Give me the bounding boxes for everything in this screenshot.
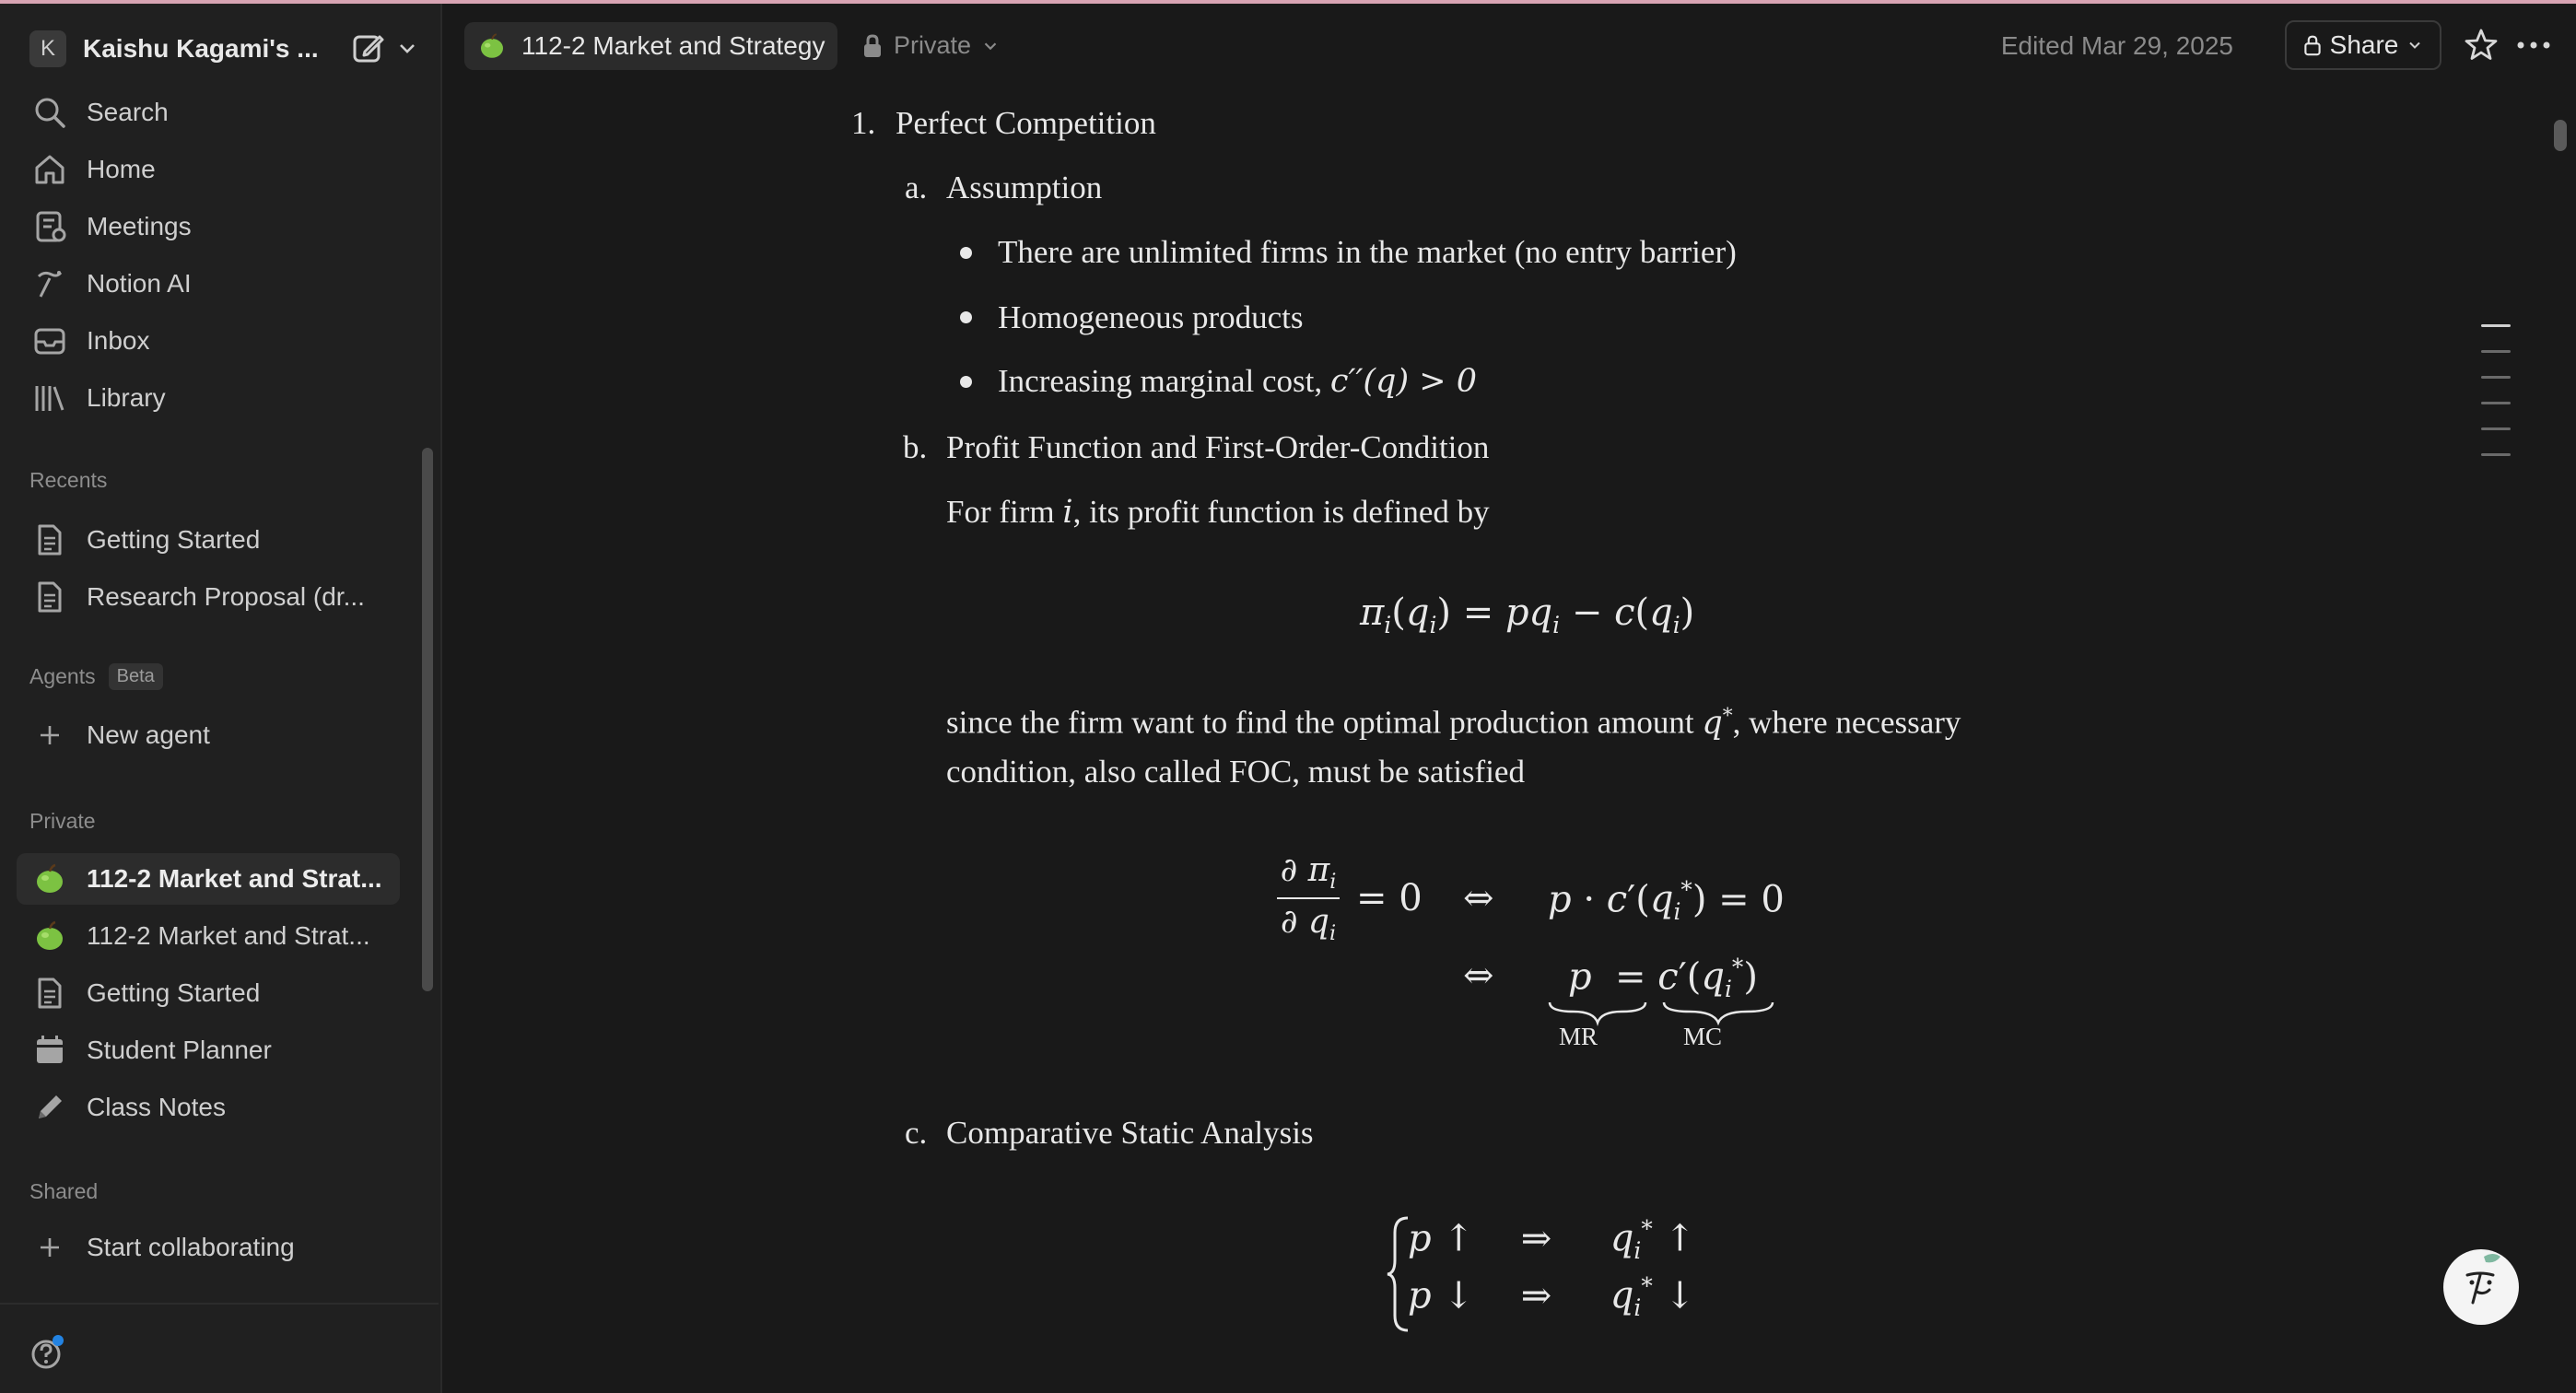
bullet-item-2[interactable]: Homogeneous products bbox=[998, 299, 1304, 335]
green-apple-icon bbox=[31, 860, 68, 897]
paragraph-profit-intro[interactable] bbox=[946, 494, 1490, 531]
mc-label: MC bbox=[1683, 1023, 1723, 1050]
inbox-icon bbox=[31, 322, 68, 359]
breadcrumb-page-title: 112-2 Market and Strategy bbox=[521, 31, 825, 60]
private-item-student-planner[interactable] bbox=[17, 1024, 400, 1076]
profit-function-equation[interactable]: $\pi_i(q_i) = pq_i - c(q_i)$ bbox=[1360, 591, 1695, 638]
start-collaborating-label: Start collaborating bbox=[87, 1233, 295, 1261]
workspace-name: Kaishu Kagami's ... bbox=[83, 34, 319, 63]
toc-marker[interactable] bbox=[2481, 402, 2511, 404]
foc-equals-zero: = 0 bbox=[1356, 877, 1423, 919]
recent-item-label: Research Proposal (dr... bbox=[87, 582, 365, 611]
private-heading-label: Private bbox=[29, 809, 96, 833]
workspace-avatar: K bbox=[29, 30, 66, 67]
new-agent-label: New agent bbox=[87, 720, 210, 749]
nav-library[interactable] bbox=[17, 372, 400, 424]
nav-inbox-label: Inbox bbox=[87, 326, 150, 355]
plus-icon bbox=[31, 717, 68, 754]
lock-icon bbox=[2302, 33, 2323, 57]
plus-icon bbox=[31, 1229, 68, 1266]
new-agent-button[interactable] bbox=[17, 709, 400, 761]
nav-inbox[interactable] bbox=[17, 315, 400, 367]
library-icon bbox=[31, 380, 68, 416]
private-item-label: 112-2 Market and Strat... bbox=[87, 921, 370, 950]
subsection-b-title[interactable]: Profit Function and First-Order-Condition bbox=[946, 429, 1490, 465]
paragraph-foc-line1[interactable] bbox=[946, 704, 1961, 742]
paragraph-foc-line2[interactable]: condition, also called FOC, must be satisfied bbox=[946, 754, 1525, 790]
mr-equals-mc: $p = c'(q_i^*)$ bbox=[1568, 954, 1758, 1003]
subsection-c-number: c. bbox=[905, 1115, 928, 1151]
private-item-market-strategy[interactable] bbox=[17, 910, 400, 962]
notion-ai-icon bbox=[31, 265, 68, 302]
recents-heading-label: Recents bbox=[29, 468, 108, 492]
lock-icon bbox=[861, 33, 884, 59]
section-1-title[interactable]: Perfect Competition bbox=[896, 105, 1156, 141]
more-options-icon[interactable] bbox=[2515, 31, 2552, 59]
green-apple-icon bbox=[31, 918, 68, 954]
green-apple-icon bbox=[477, 31, 507, 61]
foc-price-equation: $p \cdot c'(q_i^*) = 0$ bbox=[1548, 877, 1785, 926]
private-heading bbox=[29, 809, 96, 834]
private-item-label: Class Notes bbox=[87, 1093, 226, 1121]
nav-search[interactable] bbox=[17, 87, 400, 138]
page-icon bbox=[31, 975, 68, 1012]
privacy-label: Private bbox=[894, 31, 972, 59]
mr-label: MR bbox=[1559, 1023, 1598, 1050]
private-item-label: Getting Started bbox=[87, 978, 261, 1007]
private-item-class-notes[interactable] bbox=[17, 1082, 400, 1133]
nav-notion-ai[interactable] bbox=[17, 258, 400, 310]
partial-derivative-fraction: ∂ $\pi_i$ ∂ $q_i$ bbox=[1277, 851, 1340, 945]
comparative-static-row-1: p ↑ ⇒ $q_i^*$ ↑ bbox=[1408, 1216, 1695, 1265]
toc-marker[interactable] bbox=[2481, 350, 2511, 353]
page-content bbox=[442, 87, 2576, 1393]
private-item-market-strategy-active[interactable] bbox=[17, 853, 400, 905]
equivalence-arrow: ⇔ bbox=[1463, 954, 1494, 997]
share-label: Share bbox=[2329, 30, 2399, 59]
section-1-number: 1. bbox=[851, 105, 876, 141]
beta-badge: Beta bbox=[109, 663, 163, 690]
workspace-switcher[interactable] bbox=[29, 28, 319, 70]
equivalence-arrow: ⇔ bbox=[1463, 877, 1494, 919]
private-item-getting-started[interactable] bbox=[17, 967, 400, 1019]
nav-home-label: Home bbox=[87, 155, 156, 183]
recent-item-research-proposal[interactable] bbox=[17, 571, 400, 623]
recent-item-getting-started[interactable] bbox=[17, 514, 400, 566]
subsection-c-title[interactable]: Comparative Static Analysis bbox=[946, 1115, 1314, 1151]
variable-i: i bbox=[1062, 494, 1073, 531]
toc-marker[interactable] bbox=[2481, 453, 2511, 456]
nav-meetings-label: Meetings bbox=[87, 212, 192, 240]
sidebar bbox=[0, 4, 442, 1393]
bullet-dot bbox=[960, 247, 972, 259]
nav-meetings[interactable] bbox=[17, 201, 400, 252]
shared-heading-label: Shared bbox=[29, 1179, 99, 1203]
nav-notion-ai-label: Notion AI bbox=[87, 269, 192, 298]
page-scrollbar[interactable] bbox=[2554, 120, 2567, 151]
chevron-down-icon[interactable] bbox=[396, 37, 418, 59]
privacy-dropdown[interactable] bbox=[861, 31, 1001, 60]
page-icon bbox=[31, 579, 68, 615]
agents-heading bbox=[29, 663, 163, 690]
share-button[interactable] bbox=[2285, 20, 2441, 70]
calendar-icon bbox=[31, 1032, 68, 1069]
bullet-item-3-text: Increasing marginal cost, bbox=[998, 363, 1330, 399]
breadcrumb-page[interactable] bbox=[464, 22, 837, 70]
variable-q-star: q* bbox=[1702, 704, 1733, 742]
subsection-b-number: b. bbox=[903, 429, 928, 465]
meetings-icon bbox=[31, 208, 68, 245]
toc-marker[interactable] bbox=[2481, 376, 2511, 379]
paragraph-foc-line1-b: , where necessary bbox=[1732, 704, 1961, 741]
toc-marker[interactable] bbox=[2481, 427, 2511, 430]
marginal-cost-formula: c′′(q) > 0 bbox=[1329, 363, 1477, 400]
bullet-dot bbox=[960, 311, 972, 323]
toc-marker-active[interactable] bbox=[2481, 324, 2511, 327]
edited-timestamp: Edited Mar 29, 2025 bbox=[2000, 31, 2233, 60]
comparative-static-row-2: p ↓ ⇒ $q_i^*$ ↓ bbox=[1408, 1273, 1695, 1322]
subsection-a-number: a. bbox=[905, 170, 928, 205]
favorite-star-icon[interactable] bbox=[2464, 28, 2499, 63]
pencil-icon bbox=[31, 1089, 68, 1126]
start-collaborating-button[interactable] bbox=[17, 1222, 400, 1273]
private-item-label: 112-2 Market and Strat... bbox=[87, 864, 382, 893]
notion-ai-assistant-button[interactable] bbox=[2443, 1249, 2519, 1325]
home-icon bbox=[31, 151, 68, 188]
nav-home[interactable] bbox=[17, 144, 400, 195]
new-page-icon[interactable] bbox=[350, 29, 387, 66]
nav-search-label: Search bbox=[87, 98, 169, 126]
page-icon bbox=[31, 521, 68, 558]
chevron-down-icon bbox=[2406, 36, 2424, 54]
search-icon bbox=[31, 94, 68, 131]
nav-library-label: Library bbox=[87, 383, 166, 412]
recent-item-label: Getting Started bbox=[87, 525, 261, 554]
shared-heading bbox=[29, 1179, 98, 1204]
agents-heading-label: Agents bbox=[29, 664, 96, 688]
bullet-item-3[interactable] bbox=[998, 363, 1477, 400]
paragraph-foc-line1-a: since the firm want to find the optimal production amount bbox=[946, 704, 1703, 741]
sidebar-scrollbar[interactable] bbox=[422, 448, 433, 991]
bullet-item-1[interactable]: There are unlimited firms in the market (no entry barrier) bbox=[998, 234, 1737, 270]
help-icon[interactable] bbox=[29, 1334, 66, 1371]
private-item-label: Student Planner bbox=[87, 1036, 272, 1064]
paragraph-profit-intro-a: For firm bbox=[946, 494, 1063, 530]
bullet-dot bbox=[960, 376, 972, 388]
top-bar bbox=[442, 4, 2576, 87]
chevron-down-icon bbox=[980, 36, 1001, 56]
sidebar-divider bbox=[0, 1303, 439, 1305]
subsection-a-title[interactable]: Assumption bbox=[946, 170, 1103, 205]
paragraph-profit-intro-b: , its profit function is defined by bbox=[1072, 494, 1490, 530]
notion-ai-face-icon bbox=[2443, 1249, 2519, 1325]
recents-heading bbox=[29, 468, 107, 493]
